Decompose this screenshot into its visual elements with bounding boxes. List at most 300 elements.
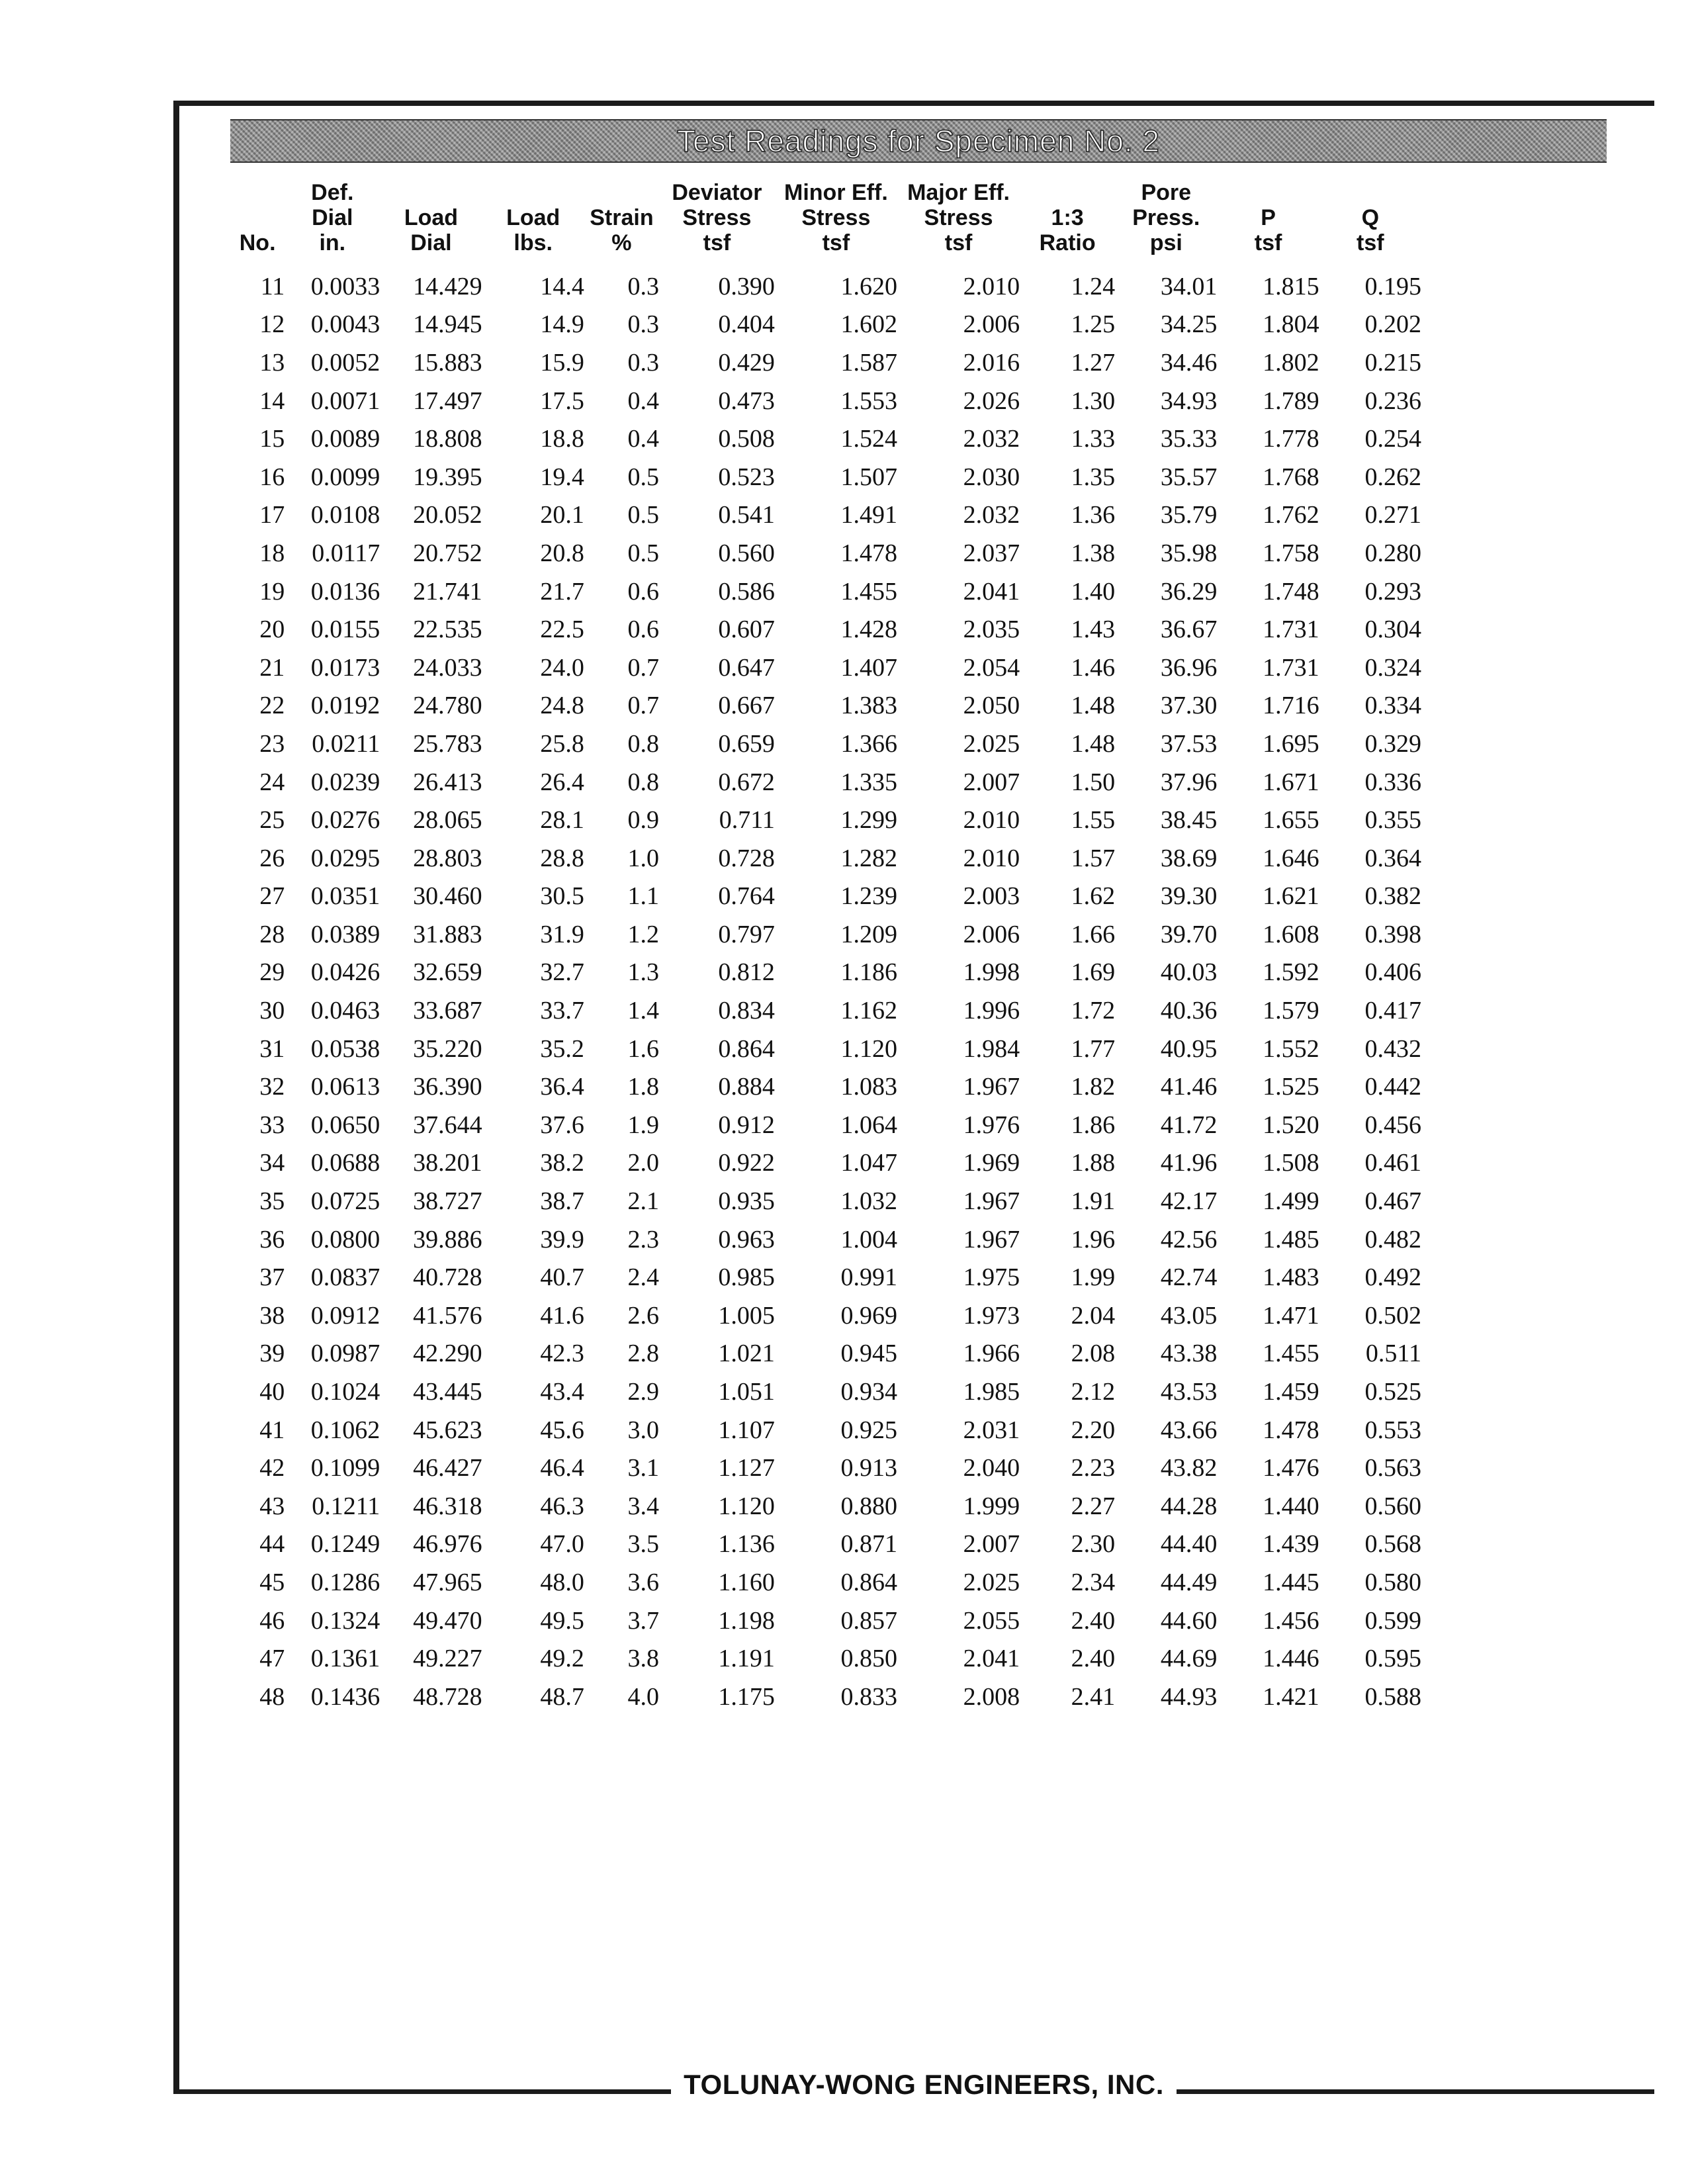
table-cell: 0.0192 [310, 692, 380, 720]
column-header [1319, 173, 1421, 267]
table-cell: 0.884 [718, 1073, 775, 1101]
table-cell: 2.026 [963, 387, 1020, 415]
table-cell: 3.0 [627, 1416, 659, 1444]
table-cell: 37.6 [540, 1111, 584, 1139]
table-cell: 1.366 [840, 729, 897, 758]
table-cell: 2.037 [963, 539, 1020, 567]
table-cell: 39.886 [413, 1225, 482, 1253]
table-cell: 0.406 [1364, 958, 1421, 987]
table-cell: 1.999 [963, 1492, 1020, 1520]
table-cell: 3.1 [627, 1454, 659, 1482]
table-cell: 0.0239 [310, 768, 380, 796]
table-cell: 0.3 [627, 348, 659, 377]
table-row [230, 1258, 1421, 1297]
table-cell: 0.202 [1364, 310, 1421, 339]
table-cell: 0.1099 [310, 1454, 380, 1482]
table-cell: 39 [259, 1340, 285, 1368]
table-cell: 29 [259, 958, 285, 987]
table-row [230, 1373, 1421, 1411]
column-header-line [1319, 180, 1421, 205]
table-cell: 1.455 [1263, 1340, 1319, 1368]
table-cell: 0.0987 [310, 1340, 380, 1368]
table-cell: 1.083 [840, 1073, 897, 1101]
table-cell: 1.440 [1263, 1492, 1319, 1520]
table-cell: 19.4 [540, 463, 584, 491]
table-cell: 0.647 [718, 653, 775, 682]
table-cell: 2.041 [963, 1645, 1020, 1673]
table-cell: 43 [259, 1492, 285, 1520]
table-cell: 2.3 [627, 1225, 659, 1253]
table-cell: 0.0033 [310, 272, 380, 300]
table-cell: 0.0099 [310, 463, 380, 491]
table-cell: 0.969 [840, 1301, 897, 1330]
table-cell: 0.1024 [310, 1378, 380, 1406]
table-cell: 0.0117 [312, 539, 380, 567]
table-cell: 38.69 [1160, 844, 1218, 872]
table-cell: 14.429 [413, 272, 482, 300]
column-header [230, 173, 285, 267]
table-row [230, 1678, 1421, 1716]
table-row [230, 915, 1421, 954]
table-cell: 0.0173 [310, 653, 380, 682]
table-cell: 3.8 [627, 1645, 659, 1673]
table-cell: 0.541 [718, 501, 775, 529]
table-cell: 48.0 [540, 1568, 584, 1596]
table-cell: 1.282 [840, 844, 897, 872]
table-cell: 26.413 [413, 768, 482, 796]
table-cell: 1.1 [627, 882, 659, 911]
table-cell: 28.803 [413, 844, 482, 872]
table-cell: 1.25 [1071, 310, 1116, 339]
table-cell: 2.016 [963, 348, 1020, 377]
table-cell: 2.8 [627, 1340, 659, 1368]
table-cell: 11 [260, 272, 285, 300]
table-row [230, 839, 1421, 878]
table-cell: 47.965 [413, 1568, 482, 1596]
table-cell: 43.38 [1160, 1340, 1218, 1368]
table-cell: 0.797 [718, 920, 775, 948]
table-cell: 41.46 [1160, 1073, 1218, 1101]
table-cell: 35.57 [1160, 463, 1218, 491]
table-cell: 0.280 [1364, 539, 1421, 567]
table-cell: 0.1436 [310, 1682, 380, 1711]
table-cell: 1.471 [1263, 1301, 1319, 1330]
column-header-line [1217, 180, 1319, 205]
page-frame-top [173, 101, 1654, 106]
table-cell: 24 [259, 768, 285, 796]
table-cell: 1.335 [840, 768, 897, 796]
table-row [230, 878, 1421, 916]
table-cell: 0.8 [627, 768, 659, 796]
table-cell: 0.934 [840, 1378, 897, 1406]
column-header-line: Deviator [672, 180, 762, 205]
table-cell: 2.040 [963, 1454, 1020, 1482]
table-cell: 1.0 [627, 844, 659, 872]
table-cell: 1.428 [840, 615, 897, 644]
column-header-line: lbs. [513, 230, 553, 255]
table-cell: 0.461 [1364, 1149, 1421, 1177]
table-cell: 1.608 [1263, 920, 1319, 948]
table-cell: 1.524 [840, 425, 897, 453]
table-cell: 2.0 [627, 1149, 659, 1177]
column-header-line: Minor Eff. [784, 180, 888, 205]
table-cell: 40.36 [1160, 997, 1218, 1025]
table-cell: 49.2 [540, 1645, 584, 1673]
table-cell: 1.6 [627, 1034, 659, 1063]
table-cell: 2.008 [963, 1682, 1020, 1711]
table-cell: 2.007 [963, 768, 1020, 796]
footer-rule-right [1177, 2089, 1654, 2094]
table-cell: 0.764 [718, 882, 775, 911]
table-cell: 43.4 [540, 1378, 584, 1406]
table-cell: 0.508 [718, 425, 775, 453]
table-cell: 2.40 [1071, 1606, 1116, 1635]
table-cell: 1.998 [963, 958, 1020, 987]
column-header-line: Press. [1132, 205, 1200, 230]
table-cell: 0.1211 [312, 1492, 380, 1520]
table-cell: 42.3 [540, 1340, 584, 1368]
table-cell: 2.055 [963, 1606, 1020, 1635]
table-cell: 25.8 [540, 729, 584, 758]
table-cell: 1.38 [1071, 539, 1116, 567]
table-cell: 18 [259, 539, 285, 567]
table-cell: 1.383 [840, 692, 897, 720]
table-cell: 1.047 [840, 1149, 897, 1177]
table-cell: 37.30 [1160, 692, 1218, 720]
column-header-line: in. [319, 230, 346, 255]
table-cell: 0.0389 [310, 920, 380, 948]
table-cell: 21.7 [540, 577, 584, 606]
table-cell: 37.644 [413, 1111, 482, 1139]
table-cell: 36.29 [1160, 577, 1218, 606]
column-header [1020, 173, 1115, 267]
table-cell: 33 [259, 1111, 285, 1139]
table-cell: 0.812 [718, 958, 775, 987]
table-cell: 48.7 [540, 1682, 584, 1711]
table-cell: 0.9 [627, 806, 659, 835]
table-cell: 46.4 [540, 1454, 584, 1482]
table-cell: 0.833 [840, 1682, 897, 1711]
table-cell: 0.880 [840, 1492, 897, 1520]
table-cell: 26 [259, 844, 285, 872]
table-cell: 0.595 [1364, 1645, 1421, 1673]
table-cell: 1.191 [718, 1645, 775, 1673]
table-cell: 37.53 [1160, 729, 1218, 758]
table-cell: 2.035 [963, 615, 1020, 644]
table-cell: 0.382 [1364, 882, 1421, 911]
table-cell: 1.40 [1071, 577, 1116, 606]
table-cell: 0.945 [840, 1340, 897, 1368]
table-cell: 1.96 [1071, 1225, 1116, 1253]
table-cell: 1.671 [1263, 768, 1319, 796]
table-cell: 1.499 [1263, 1187, 1319, 1216]
table-cell: 1.552 [1263, 1034, 1319, 1063]
table-cell: 0.502 [1364, 1301, 1421, 1330]
table-cell: 1.421 [1263, 1682, 1319, 1711]
table-cell: 14.4 [540, 272, 584, 300]
table-cell: 43.53 [1160, 1378, 1218, 1406]
table-cell: 1.478 [840, 539, 897, 567]
table-cell: 17.497 [413, 387, 482, 415]
column-header [659, 173, 775, 267]
table-cell: 0.473 [718, 387, 775, 415]
table-cell: 1.459 [1263, 1378, 1319, 1406]
column-header-line [482, 180, 584, 205]
table-cell: 1.299 [840, 806, 897, 835]
table-cell: 39.30 [1160, 882, 1218, 911]
column-header [1115, 173, 1217, 267]
table-cell: 0.850 [840, 1645, 897, 1673]
column-header [285, 173, 380, 267]
table-cell: 0.1062 [310, 1416, 380, 1444]
table-cell: 0.586 [718, 577, 775, 606]
table-cell: 21 [259, 653, 285, 682]
table-row [230, 1068, 1421, 1106]
table-row [230, 1602, 1421, 1640]
table-cell: 1.455 [840, 577, 897, 606]
table-cell: 0.336 [1364, 768, 1421, 796]
table-cell: 22.535 [413, 615, 482, 644]
column-header-line: Ratio [1039, 230, 1096, 255]
table-row [230, 610, 1421, 649]
table-row [230, 458, 1421, 496]
table-cell: 35.98 [1160, 539, 1218, 567]
table-cell: 1.975 [963, 1263, 1020, 1292]
table-cell: 0.672 [718, 768, 775, 796]
table-row [230, 1335, 1421, 1373]
table-cell: 1.967 [963, 1225, 1020, 1253]
table-cell: 2.032 [963, 501, 1020, 529]
table-cell: 1.4 [627, 997, 659, 1025]
table-cell: 44.49 [1160, 1568, 1218, 1596]
table-cell: 0.659 [718, 729, 775, 758]
table-cell: 0.236 [1364, 387, 1421, 415]
table-row [230, 991, 1421, 1030]
table-cell: 46.427 [413, 1454, 482, 1482]
table-row [230, 1220, 1421, 1259]
table-cell: 0.0650 [310, 1111, 380, 1139]
table-cell: 0.0136 [310, 577, 380, 606]
column-header-line: Major Eff. [907, 180, 1010, 205]
table-cell: 24.0 [540, 653, 584, 682]
table-cell: 48.728 [413, 1682, 482, 1711]
table-cell: 35.220 [413, 1034, 482, 1063]
table-cell: 2.010 [963, 806, 1020, 835]
table-cell: 21.741 [413, 577, 482, 606]
table-cell: 2.12 [1071, 1378, 1116, 1406]
table-cell: 39.9 [540, 1225, 584, 1253]
table-cell: 1.646 [1263, 844, 1319, 872]
table-cell: 0.857 [840, 1606, 897, 1635]
table-cell: 41.72 [1160, 1111, 1218, 1139]
table-cell: 1.107 [718, 1416, 775, 1444]
table-cell: 44.60 [1160, 1606, 1218, 1635]
table-cell: 0.711 [719, 806, 775, 835]
column-header-line: Pore [1141, 180, 1192, 205]
table-cell: 0.563 [1364, 1454, 1421, 1482]
table-cell: 0.1361 [310, 1645, 380, 1673]
table-cell: 0.871 [840, 1530, 897, 1559]
table-cell: 0.985 [718, 1263, 775, 1292]
table-cell: 2.006 [963, 310, 1020, 339]
table-cell: 0.925 [840, 1416, 897, 1444]
table-cell: 1.99 [1071, 1263, 1116, 1292]
table-cell: 16 [259, 463, 285, 491]
company-name: TOLUNAY-WONG ENGINEERS, INC. [684, 2069, 1164, 2100]
table-cell: 0.429 [718, 348, 775, 377]
table-cell: 0.4 [627, 387, 659, 415]
table-cell: 2.9 [627, 1378, 659, 1406]
table-cell: 4.0 [627, 1682, 659, 1711]
table-cell: 1.186 [840, 958, 897, 987]
table-cell: 15 [259, 425, 285, 453]
column-header-line: Stress [801, 205, 871, 230]
table-cell: 45.623 [413, 1416, 482, 1444]
table-cell: 1.50 [1071, 768, 1116, 796]
column-header-line [380, 180, 482, 205]
table-cell: 0.599 [1364, 1606, 1421, 1635]
table-cell: 37.96 [1160, 768, 1218, 796]
table-cell: 1.24 [1071, 272, 1116, 300]
table-row [230, 267, 1421, 306]
table-cell: 2.032 [963, 425, 1020, 453]
table-cell: 1.439 [1263, 1530, 1319, 1559]
table-cell: 49.227 [413, 1645, 482, 1673]
table-cell: 0.728 [718, 844, 775, 872]
table-row [230, 1563, 1421, 1602]
table-cell: 1.579 [1263, 997, 1319, 1025]
table-cell: 0.0089 [310, 425, 380, 453]
table-cell: 1.27 [1071, 348, 1116, 377]
table-cell: 0.511 [1365, 1340, 1421, 1368]
table-cell: 1.731 [1263, 615, 1319, 644]
table-cell: 35.33 [1160, 425, 1218, 453]
table-cell: 0.963 [718, 1225, 775, 1253]
table-cell: 0.293 [1364, 577, 1421, 606]
table-cell: 40.7 [540, 1263, 584, 1292]
table-cell: 1.120 [840, 1034, 897, 1063]
table-cell: 0.304 [1364, 615, 1421, 644]
table-cell: 32.659 [413, 958, 482, 987]
table-cell: 34 [259, 1149, 285, 1177]
table-cell: 1.86 [1071, 1111, 1116, 1139]
column-header [380, 173, 482, 267]
table-cell: 2.041 [963, 577, 1020, 606]
table-cell: 1.175 [718, 1682, 775, 1711]
table-cell: 38.201 [413, 1149, 482, 1177]
table-cell: 30.5 [540, 882, 584, 911]
table-cell: 46.318 [413, 1492, 482, 1520]
table-cell: 12 [259, 310, 285, 339]
table-row [230, 801, 1421, 839]
table-cell: 41.6 [540, 1301, 584, 1330]
table-cell: 1.3 [627, 958, 659, 987]
table-cell: 37 [259, 1263, 285, 1292]
table-cell: 1.967 [963, 1187, 1020, 1216]
table-cell: 2.010 [963, 844, 1020, 872]
table-cell: 0.3 [627, 272, 659, 300]
table-cell: 0.271 [1364, 501, 1421, 529]
table-cell: 0.492 [1364, 1263, 1421, 1292]
table-cell: 42 [259, 1454, 285, 1482]
table-cell: 1.162 [840, 997, 897, 1025]
table-cell: 43.05 [1160, 1301, 1218, 1330]
table-cell: 1.446 [1263, 1645, 1319, 1673]
table-cell: 47.0 [540, 1530, 584, 1559]
table-row [230, 343, 1421, 382]
table-cell: 31.9 [540, 920, 584, 948]
title-banner [230, 119, 1607, 163]
table-cell: 46.3 [540, 1492, 584, 1520]
table-cell: 28.065 [413, 806, 482, 835]
table-cell: 2.4 [627, 1263, 659, 1292]
table-cell: 1.483 [1263, 1263, 1319, 1292]
table-cell: 34.46 [1160, 348, 1218, 377]
table-cell: 0.0276 [310, 806, 380, 835]
column-header-line [1020, 180, 1115, 205]
table-cell: 1.57 [1071, 844, 1116, 872]
table-cell: 0.0800 [310, 1225, 380, 1253]
table-cell: 45 [259, 1568, 285, 1596]
column-header-line: Stress [924, 205, 993, 230]
table-cell: 19.395 [413, 463, 482, 491]
table-cell: 0.8 [627, 729, 659, 758]
table-cell: 0.553 [1364, 1416, 1421, 1444]
table-cell: 34.01 [1160, 272, 1218, 300]
table-cell: 44.28 [1160, 1492, 1218, 1520]
table-cell: 40.728 [413, 1263, 482, 1292]
table-cell: 0.0837 [310, 1263, 380, 1292]
table-cell: 0.922 [718, 1149, 775, 1177]
table-cell: 20.1 [540, 501, 584, 529]
table-cell: 1.004 [840, 1225, 897, 1253]
table-cell: 36.96 [1160, 653, 1218, 682]
column-header-line: Load [404, 205, 459, 230]
table-cell: 46 [259, 1606, 285, 1635]
table-cell: 0.0071 [310, 387, 380, 415]
column-header-line [230, 205, 285, 230]
table-cell: 25.783 [413, 729, 482, 758]
table-cell: 3.6 [627, 1568, 659, 1596]
table-cell: 1.209 [840, 920, 897, 948]
table-cell: 1.407 [840, 653, 897, 682]
table-cell: 2.40 [1071, 1645, 1116, 1673]
table-cell: 1.789 [1263, 387, 1319, 415]
table-cell: 1.36 [1071, 501, 1116, 529]
table-cell: 0.0463 [310, 997, 380, 1025]
table-cell: 1.77 [1071, 1034, 1116, 1063]
table-cell: 2.031 [963, 1416, 1020, 1444]
table-cell: 0.5 [627, 539, 659, 567]
table-cell: 0.0052 [310, 348, 380, 377]
table-cell: 0.398 [1364, 920, 1421, 948]
table-cell: 22.5 [540, 615, 584, 644]
table-row [230, 534, 1421, 572]
table-cell: 1.967 [963, 1073, 1020, 1101]
table-cell: 1.456 [1263, 1606, 1319, 1635]
table-cell: 1.198 [718, 1606, 775, 1635]
table-cell: 0.913 [840, 1454, 897, 1482]
table-cell: 30 [259, 997, 285, 1025]
table-cell: 1.507 [840, 463, 897, 491]
table-cell: 0.0725 [310, 1187, 380, 1216]
table-cell: 0.329 [1364, 729, 1421, 758]
table-cell: 1.716 [1263, 692, 1319, 720]
table-cell: 42.17 [1160, 1187, 1218, 1216]
table-row [230, 954, 1421, 992]
table-cell: 1.485 [1263, 1225, 1319, 1253]
table-cell: 20.752 [413, 539, 482, 567]
